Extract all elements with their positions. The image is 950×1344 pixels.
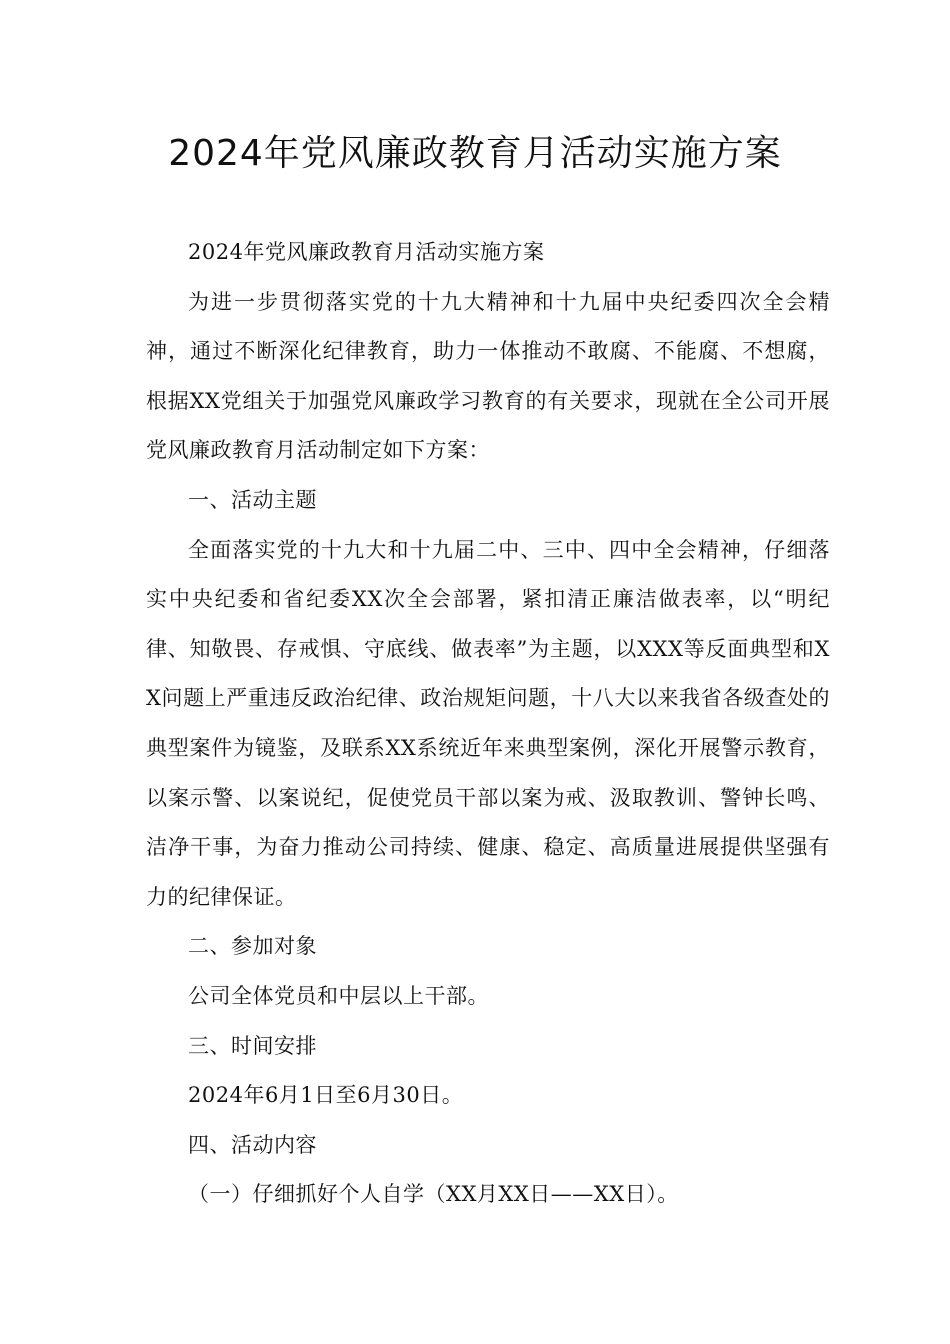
paragraph-subtitle: 2024年党风廉政教育月活动实施方案 xyxy=(188,240,545,264)
section-heading-participants: 二、参加对象 xyxy=(188,934,317,959)
section-heading-content: 四、活动内容 xyxy=(188,1132,317,1157)
paragraph-schedule: 2024年6月1日至6月30日。 xyxy=(188,1083,464,1108)
paragraph-participants: 公司全体党员和中层以上干部。 xyxy=(188,983,489,1008)
paragraph-content-item-1: （一）仔细抓好个人自学（XX月XX日——XX日）。 xyxy=(188,1182,679,1207)
document-body xyxy=(146,228,830,1220)
section-heading-theme: 一、活动主题 xyxy=(188,487,317,512)
section-heading-schedule: 三、时间安排 xyxy=(188,1033,317,1058)
document-title: 2024年党风廉政教育月活动实施方案 xyxy=(168,133,782,174)
paragraph-theme: 全面落实党的十九大和十九届二中、三中、四中全会精神，仔细落实中央纪委和省纪委XX次全会部署，紧扣清正廉洁做表率，以“明纪律、知敬畏、存戒惧、守底线、做表率”为主题，以XXX等反面典型和XX问题上严重违反政治纪律、政治规矩问题，十八大以来我省各级查处的典型案件为镜鉴，及联系XX系统近年来典型案例，深化开展警示教育，以案示警、以案说纪，促使党员干部以案为戒、汲取教训、警钟长鸣、洁净干事，为奋力推动公司持续、健康、稳定、高质量进展提供坚强有力的纪律保证。 xyxy=(146,537,830,909)
paragraph-intro: 为进一步贯彻落实党的十九大精神和十九届中央纪委四次全会精神，通过不断深化纪律教育，助力一体推动不敢腐、不能腐、不想腐，根据XX党组关于加强党风廉政学习教育的有关要求，现就在全公司开展党风廉政教育月活动制定如下方案： xyxy=(146,289,830,463)
